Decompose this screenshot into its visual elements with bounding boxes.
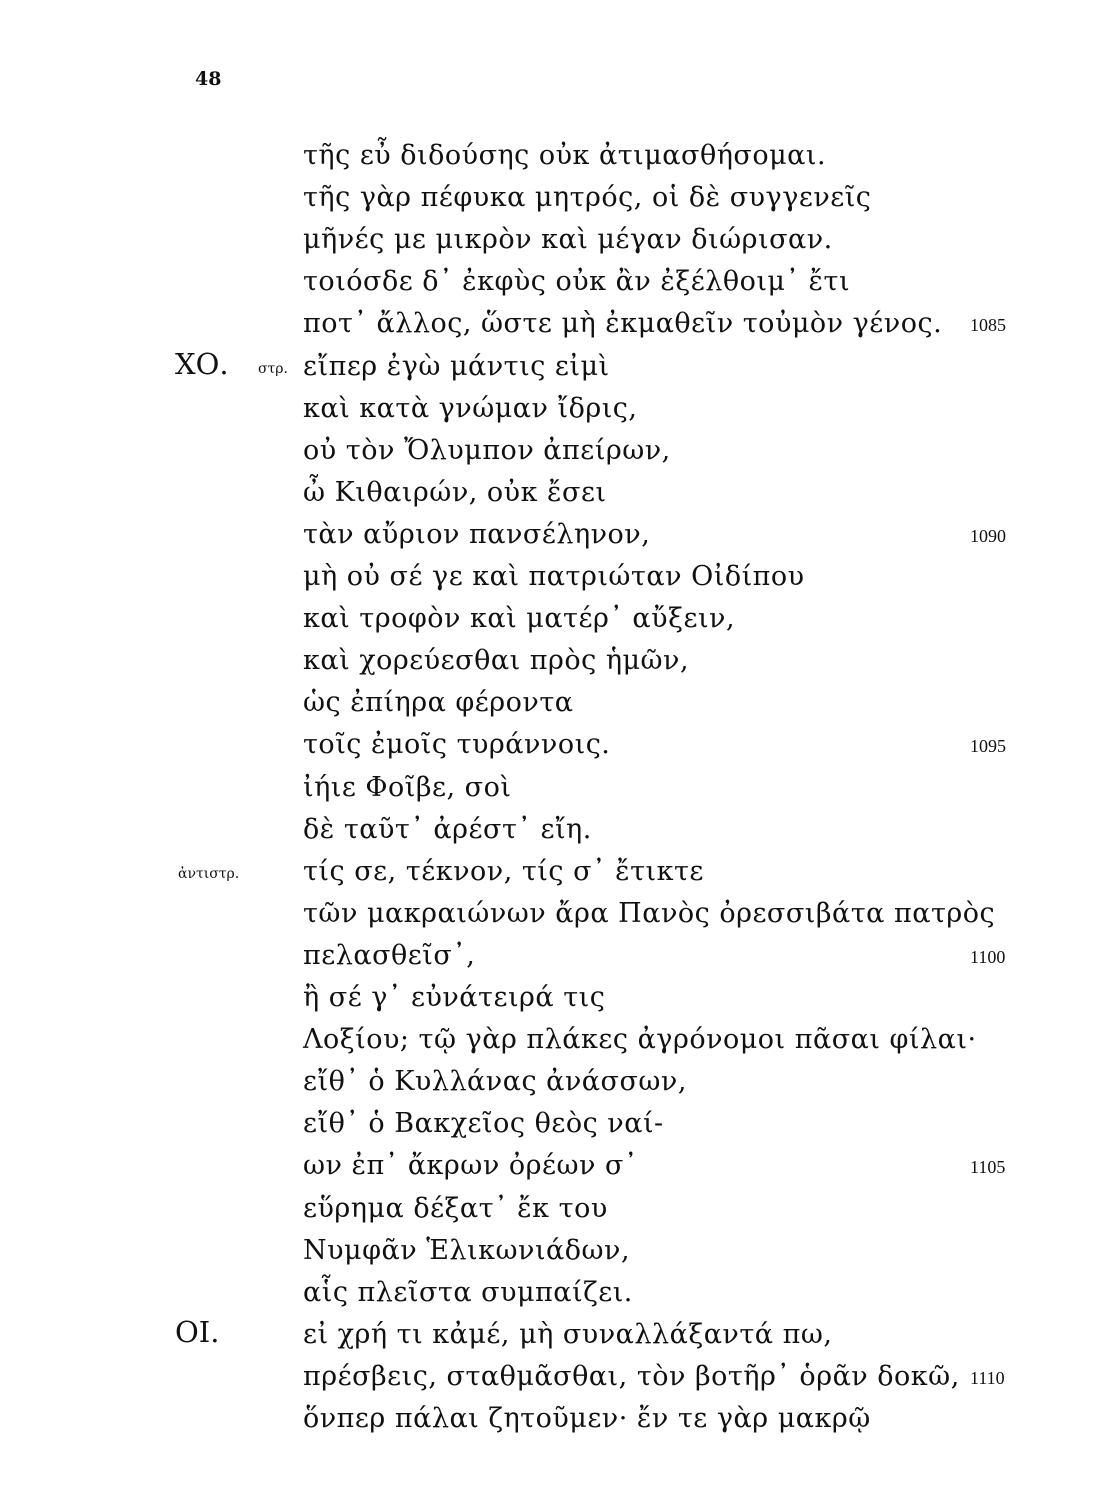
verse-line: πελασθεῖσ᾽, <box>303 939 476 971</box>
line-number: 1085 <box>970 315 1006 336</box>
verse-line: τῆς γὰρ πέφυκα μητρός, οἱ δὲ συγγενεῖς <box>303 182 872 214</box>
verse-line: εἴθ᾽ ὁ Κυλλάνας ἀνάσσων, <box>303 1066 687 1098</box>
verse-line: μὴ οὐ σέ γε καὶ πατριώταν Οἰδίπου <box>303 561 805 592</box>
line-number: 1110 <box>970 1367 1005 1388</box>
verse-line: τῆς εὖ διδούσης οὐκ ἀτιμασθήσομαι. <box>303 140 827 171</box>
section-mark: ἀντιστρ. <box>178 865 240 882</box>
verse-line: ων ἐπ᾽ ἄκρων ὀρέων σ᾽ <box>303 1150 638 1182</box>
verse-line: τοῖς ἐμοῖς τυράννοις. <box>303 729 611 761</box>
verse-line: ὡς ἐπίηρα φέροντα <box>303 687 574 719</box>
verse-line: πρέσβεις, σταθμᾶσθαι, τὸν βοτῆρ᾽ ὁρᾶν δοκῶ, <box>303 1360 960 1392</box>
verse-line: ἰήιε Φοῖβε, σοὶ <box>303 771 512 803</box>
line-number: 1090 <box>970 525 1006 546</box>
verse-line: καὶ τροφὸν καὶ ματέρ᾽ αὔξειν, <box>303 603 736 635</box>
verse-line: αἷς πλεῖστα συμπαίζει. <box>303 1276 633 1308</box>
verse-line: εἰ χρή τι κἀμέ, μὴ συναλλάξαντά πω, <box>303 1318 833 1350</box>
verse-line: εὕρημα δέξατ᾽ ἔκ του <box>303 1192 608 1224</box>
page-number: 48 <box>195 68 222 90</box>
verse-line: καὶ χορεύεσθαι πρὸς ἡμῶν, <box>303 645 690 677</box>
line-number: 1100 <box>970 946 1006 967</box>
verse-line: μῆνές με μικρὸν καὶ μέγαν διώρισαν. <box>303 224 833 256</box>
verse-line: καὶ κατὰ γνώμαν ἴδρις, <box>303 392 638 424</box>
verse-line: ὦ Κιθαιρών, οὐκ ἔσει <box>303 476 607 508</box>
line-number: 1095 <box>970 736 1006 757</box>
verse-line: εἴθ᾽ ὁ Βακχεῖος θεὸς ναί- <box>303 1108 664 1140</box>
section-mark: στρ. <box>258 360 288 377</box>
speaker-label: ΟΙ. <box>175 1314 220 1349</box>
verse-line: ποτ᾽ ἄλλος, ὥστε μὴ ἐκμαθεῖν τοὐμὸν γένος. <box>303 308 943 340</box>
verse-line: τῶν μακραιώνων ἄρα Πανὸς ὀρεσσιβάτα πατρὸς <box>303 897 996 929</box>
verse-line: Λοξίου; τῷ γὰρ πλάκες ἀγρόνομοι πᾶσαι φίλαι· <box>303 1024 977 1056</box>
verse-line: δὲ ταῦτ᾽ ἀρέστ᾽ εἴη. <box>303 813 592 845</box>
verse-line: τίς σε, τέκνον, τίς σ᾽ ἔτικτε <box>303 855 704 887</box>
verse-line: ὅνπερ πάλαι ζητοῦμεν· ἔν τε γὰρ μακρῷ <box>303 1403 871 1434</box>
verse-line: Νυμφᾶν Ἑλικωνιάδων, <box>303 1234 631 1266</box>
verse-line: ἢ σέ γ᾽ εὐνάτειρά τις <box>303 982 606 1013</box>
verse-line: τὰν αὔριον πανσέληνον, <box>303 518 651 550</box>
line-number: 1105 <box>970 1157 1006 1178</box>
speaker-label: ΧΟ. <box>175 346 229 381</box>
verse-line: οὐ τὸν Ὄλυμπον ἀπείρων, <box>303 434 671 466</box>
verse-line: τοιόσδε δ᾽ ἐκφὺς οὐκ ἂν ἐξέλθοιμ᾽ ἔτι <box>303 266 851 298</box>
verse-line: εἴπερ ἐγὼ μάντις εἰμὶ <box>303 350 610 382</box>
